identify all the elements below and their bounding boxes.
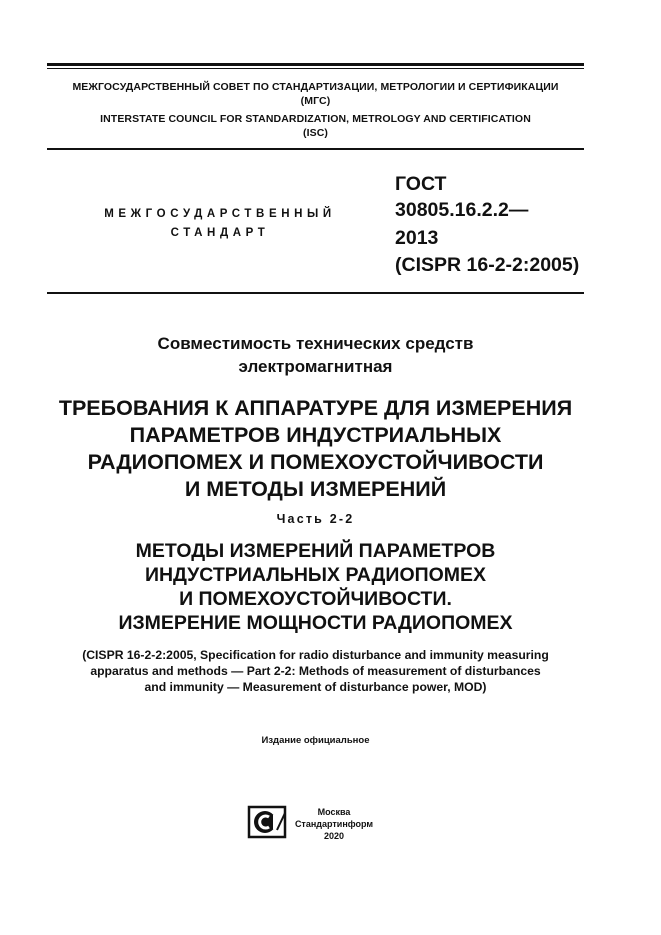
publisher-name: Стандартинформ — [294, 819, 374, 829]
council-ru: МЕЖГОСУДАРСТВЕННЫЙ СОВЕТ ПО СТАНДАРТИЗАЦИИ, МЕТРОЛОГИИ И СЕРТИФИКАЦИИ — [72, 81, 559, 93]
publisher-year: 2020 — [323, 831, 345, 841]
title-line1: Совместимость технических средств — [157, 334, 474, 353]
council-ru-abbr: (МГС) — [300, 95, 331, 107]
standartinform-logo-icon — [247, 804, 287, 840]
top-rule-thick — [47, 63, 584, 66]
edition-label: Издание официальное — [261, 735, 370, 746]
gost-line1: ГОСТ — [395, 173, 447, 195]
subtitle-line4: ИЗМЕРЕНИЕ МОЩНОСТИ РАДИОПОМЕХ — [118, 612, 513, 634]
cispr-line2: apparatus and methods — Part 2-2: Methods of measurement of disturbances — [90, 664, 541, 678]
cispr-line1: (CISPR 16-2-2:2005, Specification for radio disturbance and immunity measuring — [82, 648, 549, 662]
main-title-line3: РАДИОПОМЕХ И ПОМЕХОУСТОЙЧИВОСТИ — [87, 450, 544, 474]
standard-label-line2: СТАНДАРТ — [170, 227, 270, 239]
subtitle-line1: МЕТОДЫ ИЗМЕРЕНИЙ ПАРАМЕТРОВ — [135, 540, 496, 562]
part-label: Часть 2-2 — [276, 512, 355, 526]
main-title-line1: ТРЕБОВАНИЯ К АППАРАТУРЕ ДЛЯ ИЗМЕРЕНИЯ — [58, 396, 573, 420]
title-line2: электромагнитная — [238, 357, 393, 376]
cispr-line3: and immunity — Measurement of disturbance power, MOD) — [144, 680, 487, 694]
main-title-line4: И МЕТОДЫ ИЗМЕРЕНИЙ — [184, 477, 447, 501]
top-rule-thin — [47, 68, 584, 69]
council-en-abbr: (ISC) — [303, 127, 328, 139]
standard-label-line1: МЕЖГОСУДАРСТВЕННЫЙ — [104, 208, 336, 220]
gost-line4: (CISPR 16-2-2:2005) — [395, 254, 580, 276]
publisher-city: Москва — [317, 807, 351, 817]
subtitle-line3: И ПОМЕХОУСТОЙЧИВОСТИ. — [179, 588, 452, 610]
gost-line3: 2013 — [395, 227, 439, 249]
subtitle-line2: ИНДУСТРИАЛЬНЫХ РАДИОПОМЕХ — [144, 564, 487, 586]
council-en: INTERSTATE COUNCIL FOR STANDARDIZATION, METROLOGY AND CERTIFICATION — [100, 113, 531, 125]
main-title-line2: ПАРАМЕТРОВ ИНДУСТРИАЛЬНЫХ — [129, 423, 502, 447]
header-rule — [47, 148, 584, 150]
designation-rule — [47, 292, 584, 294]
gost-line2: 30805.16.2.2— — [395, 199, 529, 221]
